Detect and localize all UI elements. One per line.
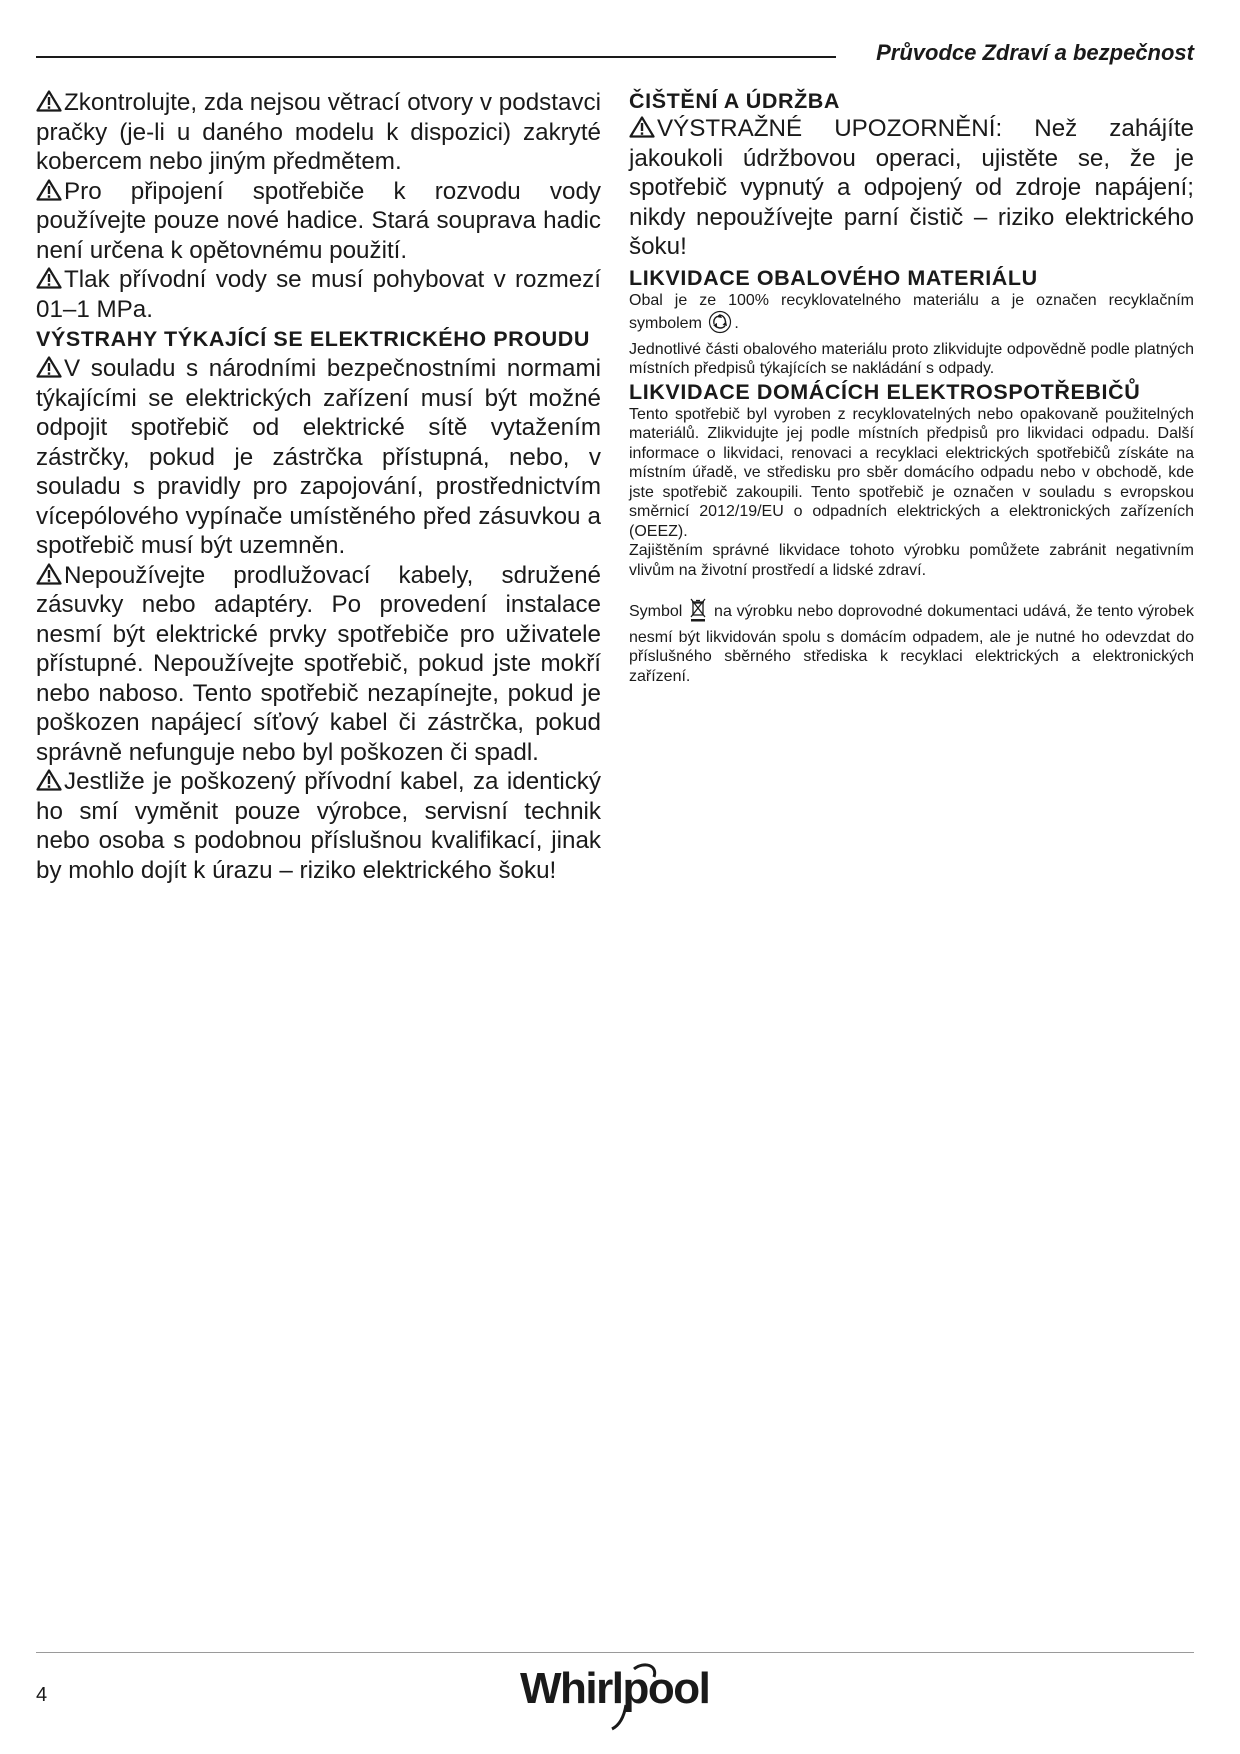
paragraph-damaged-cable: Jestliže je poškozený přívodní kabel, za identický ho smí vyměnit pouze výrobce, servisní technik nebo osoba s podobnou příslušnou kvalifikací, jinak by mohlo dojít k úrazu – riziko elektrického šoku!	[36, 768, 601, 884]
section-heading-appliance-disposal: LIKVIDACE DOMÁCÍCH ELEKTROSPOTŘEBIČŮ	[629, 379, 1141, 404]
whirlpool-logo	[516, 1655, 716, 1733]
paragraph-hoses: Pro připojení spotřebiče k rozvodu vody používejte pouze nové hadice. Stará souprava hadic není určena k opětovnému použití.	[36, 177, 601, 264]
warning-triangle-icon	[36, 179, 62, 201]
warning-triangle-icon	[36, 769, 62, 791]
paragraph-packaging-recyclable: Obal je ze 100% recyklovatelného materiálu a je označen recyklačním symbolem .	[629, 291, 1194, 340]
header-rule	[36, 56, 836, 58]
paragraph-packaging-disposal: Jednotlivé části obalového materiálu proto zlikvidujte odpovědně podle platných místních předpisů týkajících se nakládání s odpady.	[629, 340, 1194, 377]
footer-rule	[36, 1652, 1194, 1653]
paragraph-appliance-recycling: Tento spotřebič byl vyroben z recyklovatelných nebo opakovaně použitelných materiálů. Zlikvidujte jej podle místních předpisů pro likvidaci odpadu. Další informace o likvidaci, renovaci a recyklaci elektrických spotřebičů získáte na místním úřadě, ve středisku pro sběr domácího odpadu nebo v obchodě, kde jste spotřebič zakoupili. Tento spotřebič je označen v souladu s evropskou směrnicí 2012/19/EU o odpadních elektrických a elektronických zařízeních (OEEZ).	[629, 405, 1194, 540]
right-column	[629, 88, 1194, 686]
paragraph-correct-disposal: Zajištěním správné likvidace tohoto výrobku pomůžete zabránit negativním vlivům na životní prostředí a lidské zdraví.	[629, 542, 1194, 579]
section-heading-packaging: LIKVIDACE OBALOVÉHO MATERIÁLU	[629, 265, 1038, 290]
paragraph-disconnect: V souladu s národními bezpečnostními normami týkajícími se elektrických zařízení musí být možné odpojit spotřebič od elektrické sítě vytažením zástrčky, pokud je zástrčka přístupná, nebo, v souladu s pravidly pro zapojování, prostřednictvím vícepólového vypínače umístěného před zásuvkou a spotřebič musí být uzemněn.	[36, 355, 601, 559]
warning-triangle-icon	[36, 267, 62, 289]
warning-triangle-icon	[36, 90, 62, 112]
paragraph-vents: Zkontrolujte, zda nejsou větrací otvory v podstavci pračky (je-li u daného modelu k dispozici) zakryté kobercem nebo jiným předmětem.	[36, 89, 601, 175]
left-column	[36, 88, 601, 885]
crossed-bin-icon	[689, 598, 707, 628]
paragraph-maintenance-warning: VÝSTRAŽNÉ UPOZORNĚNÍ: Než zahájíte jakoukoli údržbovou operaci, ujistěte se, že je spotřebič vypnutý a odpojený od zdroje napájení; nikdy nepoužívejte parní čistič – riziko elektrického šoku!	[629, 115, 1194, 260]
warning-triangle-icon	[36, 563, 62, 585]
header-title: Průvodce Zdraví a bezpečnost	[876, 40, 1194, 65]
page-number: 4	[36, 1684, 48, 1706]
warning-triangle-icon	[629, 116, 655, 138]
recycling-symbol-icon	[708, 310, 732, 340]
paragraph-weee-symbol: Symbol na výrobku nebo doprovodné dokumentaci udává, že tento výrobek nesmí být likvidován spolu s domácím odpadem, ale je nutné ho odevzdat do příslušného sběrného střediska k recyklaci elektrických a elektronických zařízení.	[629, 598, 1194, 686]
warning-triangle-icon	[36, 356, 62, 378]
logo-wordmark: Whirlpool	[520, 1664, 710, 1713]
section-heading-cleaning: ČIŠTĚNÍ A ÚDRŽBA	[629, 89, 841, 113]
spacer	[629, 580, 1194, 598]
paragraph-water-pressure: Tlak přívodní vody se musí pohybovat v rozmezí 01–1 MPa.	[36, 266, 601, 323]
section-heading-electrical: VÝSTRAHY TÝKAJÍCÍ SE ELEKTRICKÉHO PROUDU	[36, 327, 591, 351]
paragraph-extension-cables: Nepoužívejte prodlužovací kabely, sdružené zásuvky nebo adaptéry. Po provedení instalace nesmí být elektrické prvky spotřebiče pro uživatele přístupné. Nepoužívejte spotřebič, pokud jste mokří nebo naboso. Tento spotřebič nezapínejte, pokud je poškozen napájecí síťový kabel či zástrčka, pokud správně nefunguje nebo byl poškozen či spadl.	[36, 561, 601, 766]
